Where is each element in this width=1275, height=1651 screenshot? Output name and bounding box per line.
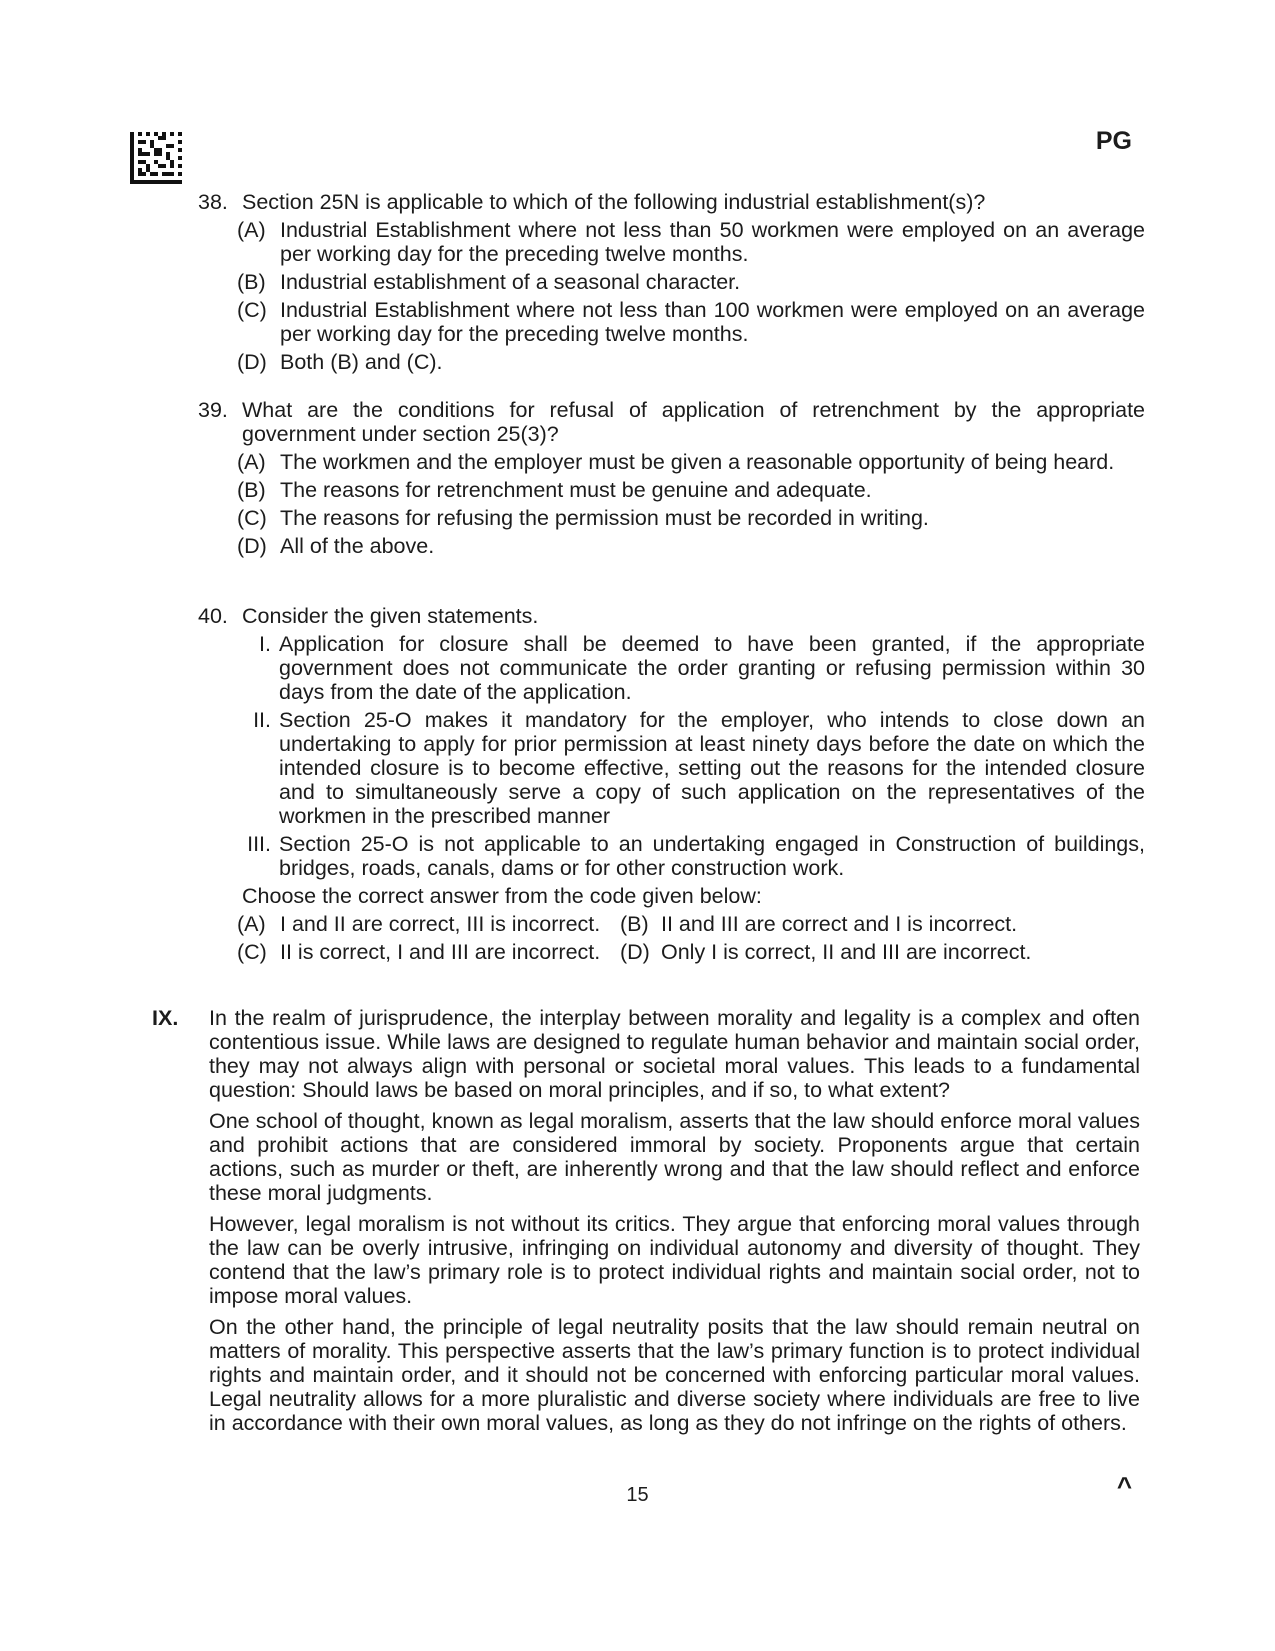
option-text: Both (B) and (C). [280, 350, 443, 374]
option-label: (B) [237, 270, 266, 294]
statement-label: III. [247, 832, 271, 856]
option-d [237, 350, 1145, 374]
statement-ii [198, 708, 1145, 828]
passage-label: IX. [152, 1006, 179, 1030]
statement-i [198, 632, 1145, 704]
option-d-text: Only I is correct, II and III are incorrect. [661, 940, 1032, 964]
passage-paragraph: However, legal moralism is not without its critics. They argue that enforcing moral values through the law can be overly intrusive, infringing on individual autonomy and diversity of thought. They contend that the law’s primary role is to protect individual rights and maintain social order, not to impose moral values. [209, 1212, 1140, 1308]
option-text: Industrial establishment of a seasonal character. [280, 270, 741, 294]
option-text: The reasons for refusing the permission must be recorded in writing. [280, 506, 929, 530]
option-d [237, 534, 1145, 558]
option-b [237, 270, 1145, 294]
statement-label: I. [259, 632, 271, 656]
question-39 [198, 398, 1145, 558]
question-number: 38. [198, 190, 228, 214]
option-text: All of the above. [280, 534, 435, 558]
statement-text: Application for closure shall be deemed to have been granted, if the appropriate government does not communicate the order granting or refusing permission within 30 days from the date of the application. [279, 632, 1145, 704]
option-label: (A) [237, 912, 266, 936]
choose-instruction: Choose the correct answer from the code given below: [242, 884, 762, 908]
statement-label: II. [253, 708, 271, 732]
question-number: 39. [198, 398, 228, 422]
passage-paragraph: One school of thought, known as legal moralism, asserts that the law should enforce moral values and prohibit actions that are considered immoral by society. Proponents argue that certain actions, such as murder or theft, are inherently wrong and that the law should reflect and enforce these moral judgments. [209, 1109, 1140, 1205]
option-label: (B) [620, 912, 649, 936]
passage-ix [152, 1006, 1140, 1442]
option-text: The workmen and the employer must be given a reasonable opportunity of being heard. [280, 450, 1115, 474]
question-38 [198, 190, 1145, 374]
option-label: (A) [237, 218, 266, 242]
option-label: (C) [237, 506, 267, 530]
option-b-text: II and III are correct and I is incorrect. [661, 912, 1018, 936]
option-label: (B) [237, 478, 266, 502]
question-number: 40. [198, 604, 228, 628]
option-label: (D) [237, 350, 267, 374]
option-c-text: II is correct, I and III are incorrect. [280, 940, 601, 964]
option-a-text: I and II are correct, III is incorrect. [280, 912, 601, 936]
option-a [237, 218, 1145, 266]
passage-paragraph: On the other hand, the principle of legal neutrality posits that the law should remain neutral on matters of morality. This perspective asserts that the law’s primary function is to protect individual rights and maintain order, and it should not be concerned with enforcing particular moral values. Legal neutrality allows for a more pluralistic and diverse society where individuals are free to live in accordance with their own moral values, as long as they do not infringe on the rights of others. [209, 1315, 1140, 1435]
option-c [237, 298, 1145, 346]
question-text: Section 25N is applicable to which of the following industrial establishment(s)? [242, 190, 986, 214]
option-label: (D) [620, 940, 650, 964]
statement-iii [198, 832, 1145, 880]
option-text: The reasons for retrenchment must be genuine and adequate. [280, 478, 872, 502]
caret-mark: ^ [1116, 1471, 1132, 1501]
question-text: What are the conditions for refusal of application of retrenchment by the appropriate government under section 25(3)? [242, 398, 1145, 446]
option-c [237, 506, 1145, 530]
options-row-2 [237, 940, 1145, 964]
option-label: (D) [237, 534, 267, 558]
option-label: (C) [237, 940, 267, 964]
option-text: Industrial Establishment where not less than 50 workmen were employed on an average per working day for the preceding twelve months. [280, 218, 1145, 266]
passage-body [209, 1006, 1140, 1435]
paper-code: PG [1095, 127, 1132, 155]
question-text: Consider the given statements. [242, 604, 539, 628]
qr-code-icon [130, 132, 182, 184]
option-label: (A) [237, 450, 266, 474]
question-40 [198, 604, 1145, 964]
option-a [237, 450, 1145, 474]
option-text: Industrial Establishment where not less than 100 workmen were employed on an average per working day for the preceding twelve months. [280, 298, 1145, 346]
options-row-1 [237, 912, 1145, 936]
page-number: 15 [626, 1484, 649, 1506]
passage-paragraph: In the realm of jurisprudence, the interplay between morality and legality is a complex and often contentious issue. While laws are designed to regulate human behavior and maintain social order, they may not always align with personal or societal moral values. This leads to a fundamental question: Should laws be based on moral principles, and if so, to what extent? [209, 1006, 1140, 1102]
statement-text: Section 25-O is not applicable to an undertaking engaged in Construction of buildings, bridges, roads, canals, dams or for other construction work. [279, 832, 1145, 880]
statement-text: Section 25-O makes it mandatory for the employer, who intends to close down an undertaking to apply for prior permission at least ninety days before the date on which the intended closure is to become effective, setting out the reasons for the intended closure and to simultaneously serve a copy of such application on the representatives of the workmen in the prescribed manner [279, 708, 1145, 828]
option-label: (C) [237, 298, 267, 322]
option-b [237, 478, 1145, 502]
